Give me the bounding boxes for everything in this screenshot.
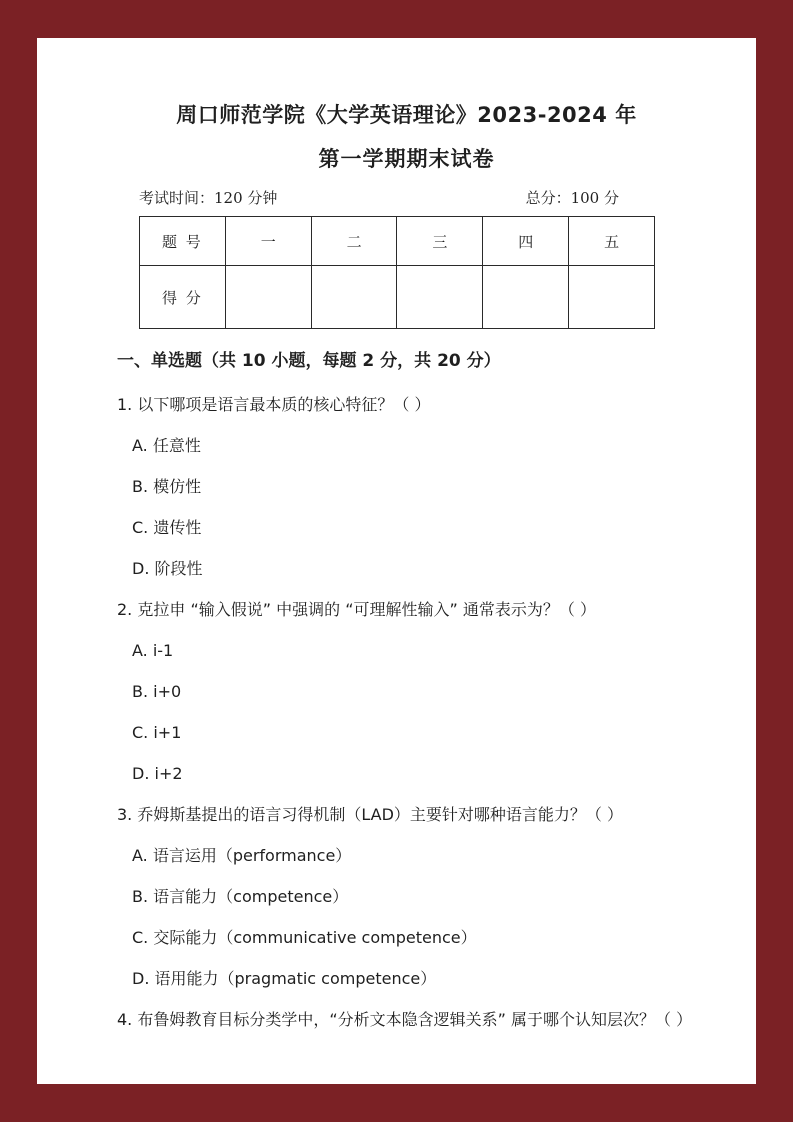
question-1-text: 1. 以下哪项是语言最本质的核心特征？（ ） <box>117 395 431 414</box>
score-cell-empty-3 <box>397 266 483 329</box>
question-2-option-b: B. i+0 <box>132 682 182 701</box>
question-3-text: 3. 乔姆斯基提出的语言习得机制（LAD）主要针对哪种语言能力？（ ） <box>117 805 623 824</box>
question-3-option-c: C. 交际能力（communicative competence） <box>132 928 477 947</box>
score-table-col-1: 一 <box>225 217 311 266</box>
question-3-option-a: A. 语言运用（performance） <box>132 846 352 865</box>
question-2 <box>117 600 696 783</box>
question-4-text: 4. 布鲁姆教育目标分类学中，“分析文本隐含逻辑关系” 属于哪个认知层次？（ ） <box>117 1010 693 1029</box>
question-3-option-d: D. 语用能力（pragmatic competence） <box>132 969 437 988</box>
exam-paper <box>37 38 756 1084</box>
score-cell-empty-1 <box>225 266 311 329</box>
score-table-col-2: 二 <box>311 217 397 266</box>
score-table-score-row <box>140 266 655 329</box>
score-cell-empty-5 <box>569 266 655 329</box>
score-table <box>139 216 655 329</box>
score-cell-empty-2 <box>311 266 397 329</box>
question-3-option-b: B. 语言能力（competence） <box>132 887 349 906</box>
score-table-header-row <box>140 217 655 266</box>
question-2-option-c: C. i+1 <box>132 723 182 742</box>
score-cell-empty-4 <box>483 266 569 329</box>
score-table-score-label: 得 分 <box>140 266 226 329</box>
section-1-heading: 一、单选题（共 10 小题，每题 2 分，共 20 分） <box>117 351 501 371</box>
score-table-col-3: 三 <box>397 217 483 266</box>
question-1 <box>117 395 696 578</box>
question-2-text: 2. 克拉申 “输入假说” 中强调的 “可理解性输入” 通常表示为？（ ） <box>117 600 596 619</box>
page-title: 周口师范学院《大学英语理论》2023-2024 年 <box>176 103 637 127</box>
exam-info-row <box>139 188 619 208</box>
question-1-option-c: C. 遗传性 <box>132 518 202 537</box>
question-4 <box>117 1010 696 1029</box>
total-score-label: 总分：100 分 <box>525 189 619 207</box>
question-2-option-a: A. i-1 <box>132 641 174 660</box>
score-table-question-number-label: 题 号 <box>140 217 226 266</box>
score-table-col-5: 五 <box>569 217 655 266</box>
question-3 <box>117 805 696 988</box>
page-subtitle: 第一学期期末试卷 <box>318 147 495 171</box>
question-1-option-d: D. 阶段性 <box>132 559 203 578</box>
question-1-option-b: B. 模仿性 <box>132 477 202 496</box>
question-2-option-d: D. i+2 <box>132 764 183 783</box>
score-table-col-4: 四 <box>483 217 569 266</box>
question-1-option-a: A. 任意性 <box>132 436 201 455</box>
exam-duration-label: 考试时间：120 分钟 <box>139 189 278 207</box>
